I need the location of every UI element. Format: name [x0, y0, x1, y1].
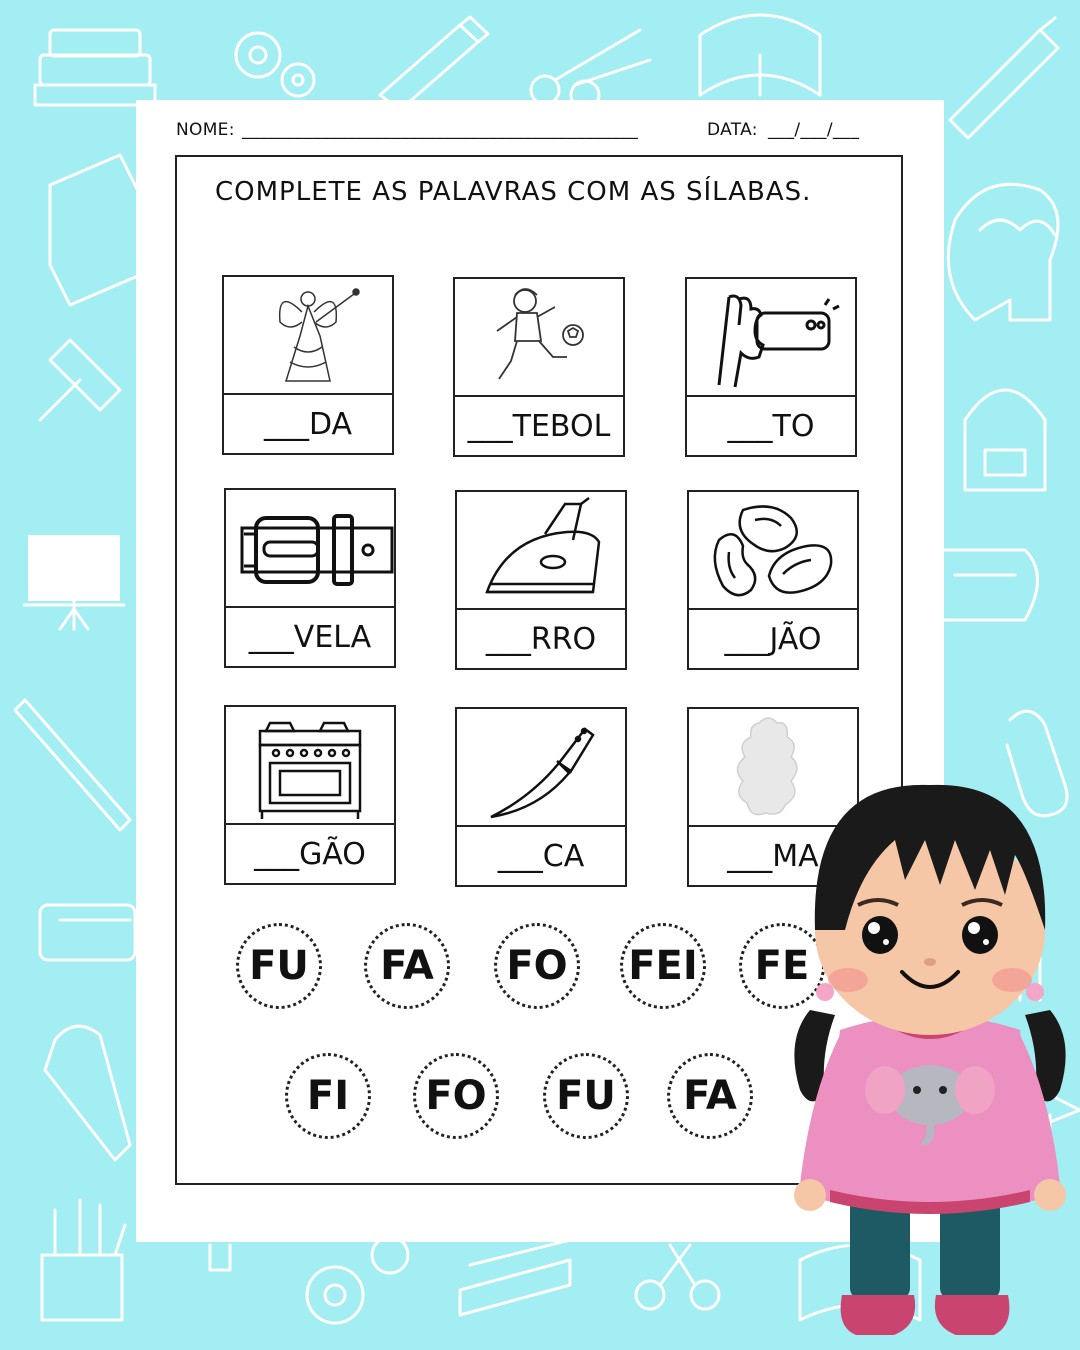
word-blank: ___RRO — [485, 622, 597, 657]
word-blank: ___CA — [497, 839, 585, 874]
syllable-circle[interactable]: FI — [285, 1053, 371, 1139]
soccer-player-icon — [455, 279, 623, 397]
date-field[interactable]: ___/___/___ — [768, 120, 860, 140]
beans-icon — [689, 492, 857, 610]
pen-icon — [950, 18, 1058, 138]
ballpoint-pen-icon — [15, 700, 130, 830]
pushpin-icon — [40, 340, 120, 420]
card-soccer — [453, 277, 625, 457]
knife-icon — [457, 709, 625, 827]
gears-bottom-icon — [307, 1237, 408, 1323]
word-blank: ___MA — [727, 839, 819, 874]
word-blank: ___DA — [263, 407, 353, 442]
date-label: DATA: — [707, 120, 758, 140]
word-blank: ___GÃO — [254, 837, 366, 872]
syllable-circle[interactable]: FU — [236, 923, 322, 1009]
card-knife — [455, 707, 627, 887]
iron-icon — [457, 492, 625, 610]
syllable-circle[interactable]: FU — [543, 1053, 629, 1139]
instruction-text: COMPLETE AS PALAVRAS COM AS SÍLABAS. — [215, 177, 812, 207]
name-label: NOME: — [176, 120, 235, 140]
card-photo — [685, 277, 857, 457]
backpack-icon — [965, 390, 1045, 490]
word-blank: ___TO — [727, 409, 815, 444]
syllable-circle[interactable]: FO — [413, 1053, 499, 1139]
syllable-circle[interactable]: FA — [364, 923, 450, 1009]
notebook-icon — [700, 15, 820, 95]
card-beans — [687, 490, 859, 670]
cartoon-girl-illustration — [780, 780, 1080, 1350]
word-blank: ___TEBOL — [467, 409, 611, 444]
card-belt — [224, 488, 396, 668]
pencil-icon — [380, 17, 488, 110]
belt-buckle-icon — [226, 490, 394, 608]
eraser-box-icon — [40, 905, 135, 960]
syllable-circle[interactable]: FE — [739, 923, 825, 1009]
scissors-bottom-icon — [636, 1245, 719, 1309]
big-pencil-icon — [45, 1026, 130, 1160]
card-stove — [224, 705, 396, 885]
syllable-circle[interactable]: FA — [667, 1053, 753, 1139]
whiteboard-icon — [24, 535, 124, 629]
fairy-icon — [224, 277, 392, 395]
stove-icon — [226, 707, 394, 825]
syllable-circle[interactable]: FEI — [620, 923, 706, 1009]
lightbulb-icon — [210, 1245, 230, 1270]
word-blank: ___VELA — [248, 620, 372, 655]
brain-head-icon — [948, 184, 1058, 320]
books-bottom-icon — [460, 1240, 570, 1315]
name-field[interactable]: _____________________________________________ — [242, 120, 638, 140]
card-fairy — [222, 275, 394, 455]
gears-icon — [236, 33, 314, 96]
phone-camera-icon — [687, 279, 855, 397]
scissors-icon — [531, 30, 650, 109]
pencil-case-icon — [945, 550, 1038, 620]
pencil-cup-icon — [42, 1200, 125, 1320]
word-blank: ___JÃO — [724, 622, 822, 657]
pencil-sharpener-icon — [50, 155, 140, 305]
books-icon — [35, 30, 155, 105]
card-iron — [455, 490, 627, 670]
syllable-circle[interactable]: FO — [494, 923, 580, 1009]
